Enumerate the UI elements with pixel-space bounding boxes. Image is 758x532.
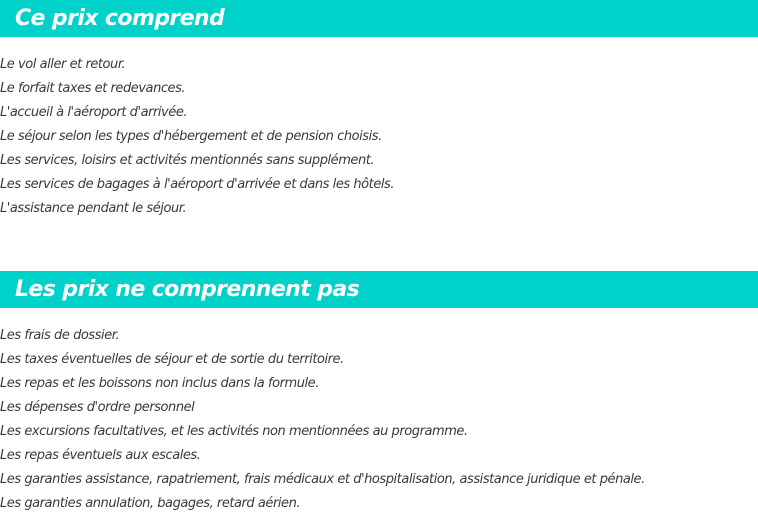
list-item: Les services, loisirs et activités mentionnés sans supplément.: [0, 153, 375, 168]
list-item: Les frais de dossier.: [0, 328, 120, 343]
list-item: Les excursions facultatives, et les activités non mentionnées au programme.: [0, 424, 468, 439]
list-item: Le forfait taxes et redevances.: [0, 81, 186, 96]
list-item: Les dépenses d'ordre personnel: [0, 400, 195, 415]
section-title-included: Ce prix comprend: [15, 6, 225, 31]
list-item: L'accueil à l'aéroport d'arrivée.: [0, 105, 188, 120]
list-item: L'assistance pendant le séjour.: [0, 201, 187, 216]
section-header-included: [0, 0, 758, 37]
list-item: Le vol aller et retour.: [0, 57, 126, 72]
list-item: Le séjour selon les types d'hébergement et de pension choisis.: [0, 129, 382, 144]
section-header-not-included: [0, 271, 758, 308]
not-included-list: [0, 324, 645, 516]
included-list: [0, 53, 394, 221]
list-item: Les taxes éventuelles de séjour et de sortie du territoire.: [0, 352, 344, 367]
list-item: Les repas éventuels aux escales.: [0, 448, 201, 463]
list-item: Les garanties annulation, bagages, retard aérien.: [0, 496, 301, 511]
section-title-not-included: Les prix ne comprennent pas: [15, 277, 360, 302]
list-item: Les garanties assistance, rapatriement, frais médicaux et d'hospitalisation, assistance juridique et pénale.: [0, 472, 645, 487]
list-item: Les repas et les boissons non inclus dans la formule.: [0, 376, 319, 391]
list-item: Les services de bagages à l'aéroport d'arrivée et dans les hôtels.: [0, 177, 395, 192]
